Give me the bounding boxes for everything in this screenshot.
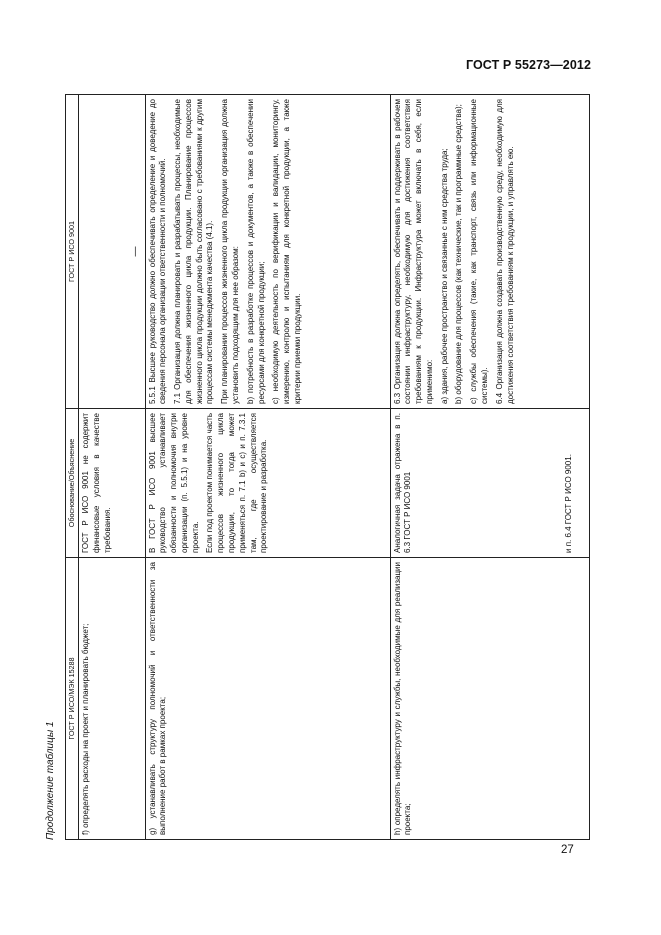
cell-rationale: [79, 409, 146, 558]
table-header-row: [66, 95, 79, 840]
cell-iso9001: [79, 95, 146, 409]
column-header-rationale: Обоснование/Объяснение: [66, 409, 79, 558]
cell-iso9001: [145, 95, 390, 409]
cell-paragraph: 6.3 Организация должна определять, обеспечивать и поддерживать в рабочем состоянии инфраструктуру, необходимую для достижения соответствия требованиям к продукции. Инфраструктура может включать в себя, если применимо:: [392, 99, 434, 404]
column-header-iso15288: ГОСТ Р ИСО/МЭК 15288: [66, 558, 79, 840]
page-number: 27: [561, 844, 574, 856]
table-row: [145, 95, 390, 840]
cell-paragraph: Если под проектом понимается часть процессов жизненного цикла продукции, то тогда может применяться п. 7.1 b) и c) и п. 7.3.1 там, где осуществляется проектирование и разработка.: [205, 413, 269, 553]
cell-paragraph: 5.5.1 Высшее руководство должно обеспечивать определение и доведение до сведения персонала организации ответственности и полномочий.: [147, 99, 168, 404]
cell-iso15288: [145, 558, 390, 840]
cell-paragraph: и п. 6.4 ГОСТ Р ИСО 9001.: [564, 454, 574, 553]
cell-paragraph: При планировании процессов жизненного цикла продукции организация должна установить подходящим для нее образом:: [220, 99, 241, 404]
cell-paragraph: b) оборудование для процессов (как технические, так и программные средства);: [454, 104, 464, 404]
cell-rationale: [145, 409, 390, 558]
table-caption: Продолжение таблицы 1: [45, 721, 56, 840]
cell-paragraph: 7.1 Организация должна планировать и разрабатывать процессы, необходимые для обеспечения жизненного цикла продукции. Планирование процессов жизненного цикла продукции должно быть согласовано с требованиями к другим процессам системы менеджмента качества (4.1).: [173, 99, 215, 404]
cell-text: f) определять расходы на проект и планировать бюджет;: [81, 623, 90, 835]
cell-paragraph: c) необходимую деятельность по верификации и валидации, мониторингу, измерению, контролю и испытаниям для конкретной продукции, а также критерии приемки продукции.: [271, 99, 303, 404]
empty-dash: —: [130, 246, 141, 257]
standard-number: ГОСТ Р 55273—2012: [465, 58, 591, 72]
cell-text: ГОСТ Р ИСО 9001 не содержит финансовые условия в качестве требования.: [81, 413, 112, 553]
cell-paragraph: a) здания, рабочее пространство и связанные с ним средства труда;: [439, 148, 449, 404]
cell-text: g) устанавливать структуру полномочий и ответственности за выполнение работ в рамках проекта;: [147, 562, 168, 835]
rotated-table-block: [45, 95, 590, 840]
cell-rationale: [390, 409, 590, 558]
cell-paragraph: c) службы обеспечения (такие, как транспорт, связь или информационные системы).: [469, 99, 490, 404]
cell-iso9001: [390, 95, 590, 409]
cell-paragraph: b) потребность в разработке процессов и документов, а также в обеспечении ресурсами для конкретной продукции;: [245, 99, 266, 404]
comparison-table: [65, 94, 590, 840]
cell-paragraph: 6.4 Организация должна создавать производственную среду, необходимую для достижения соответствия требованиям к продукции, и управлять ею.: [494, 99, 515, 404]
cell-iso15288: [390, 558, 590, 840]
cell-paragraph: Аналогичная задача отражена в п. 6.3 ГОСТ Р ИСО 9001: [392, 413, 413, 553]
cell-iso15288: [79, 558, 146, 840]
cell-text: h) определять инфраструктуру и службы, необходимые для реализации проекта;: [392, 562, 413, 835]
cell-paragraph: В ГОСТ Р ИСО 9001 высшее руководство устанавливает обязанности и полномочия внутри организации (п. 5.5.1) и на уровне проекта.: [147, 413, 200, 553]
table-row: [79, 95, 146, 840]
table-row: [390, 95, 590, 840]
column-header-iso9001: ГОСТ Р ИСО 9001: [66, 95, 79, 409]
